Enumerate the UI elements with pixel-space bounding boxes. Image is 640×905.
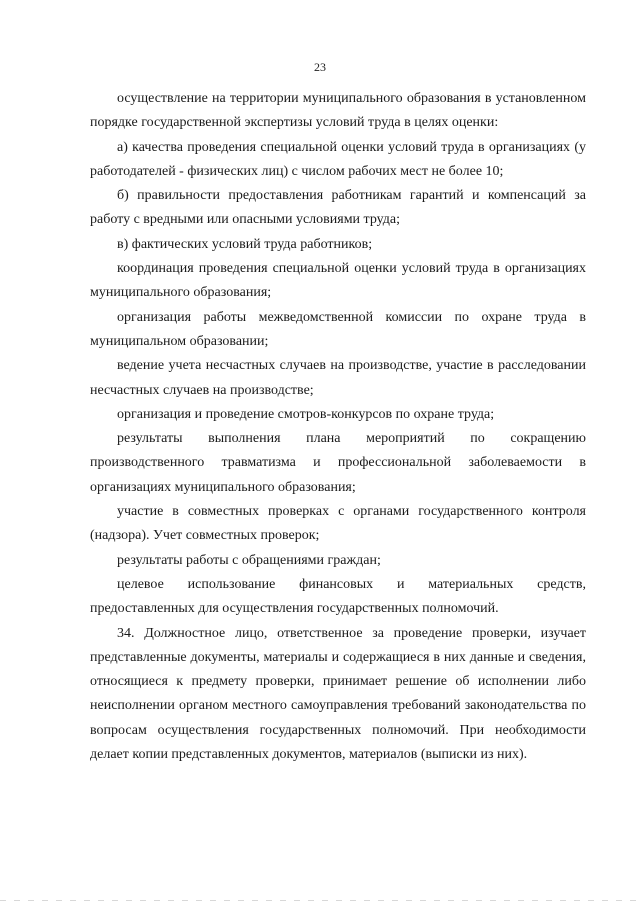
page-number: 23 <box>314 60 326 74</box>
scan-edge-line <box>0 900 640 901</box>
paragraph-34: 34. Должностное лицо, ответственное за проведение проверки, изучает представленные документы, материалы и содержащиеся в них данные и сведения, относящиеся к предмету проверки, принимает решение об исполнении либо неисполнении органом местного самоуправления требований законодательства по вопросам осуществления государственных полномочий. При необходимости делает копии представленных документов, материалов (выписки из них). <box>90 625 586 763</box>
paragraph-item-b: б) правильности предоставления работникам гарантий и компенсаций за работу с вредными или опасными условиями труда; <box>90 188 586 228</box>
paragraph-joint-inspections: участие в совместных проверках с органами государственного контроля (надзора). Учет совместных проверок; <box>90 504 586 544</box>
paragraph-expertise-intro: осуществление на территории муниципального образования в установленном порядке государственной экспертизы условий труда в целях оценки: <box>90 91 586 131</box>
paragraph-contests: организация и проведение смотров-конкурсов по охране труда; <box>117 406 495 422</box>
paragraph-results-plan: результаты выполнения плана мероприятий по сокращению производственного травматизма и профессиональной заболеваемости в организациях муниципального образования; <box>90 431 586 495</box>
paragraph-accidents: ведение учета несчастных случаев на производстве, участие в расследовании несчастных случаев на производстве; <box>90 358 586 398</box>
paragraph-commission: организация работы межведомственной комиссии по охране труда в муниципальном образовании; <box>90 309 586 349</box>
paragraph-item-v: в) фактических условий труда работников; <box>117 236 373 252</box>
body-text <box>90 87 586 767</box>
paragraph-target-use: целевое использование финансовых и материальных средств, предоставленных для осуществления государственных полномочий. <box>90 576 586 617</box>
paragraph-citizen-appeals: результаты работы с обращениями граждан; <box>117 552 381 568</box>
paragraph-item-a: а) качества проведения специальной оценки условий труда в организациях (у работодателей - физических лиц) с числом рабочих мест не более 10; <box>90 139 586 179</box>
paragraph-coordination: координация проведения специальной оценки условий труда в организациях муниципального образования; <box>90 261 586 301</box>
